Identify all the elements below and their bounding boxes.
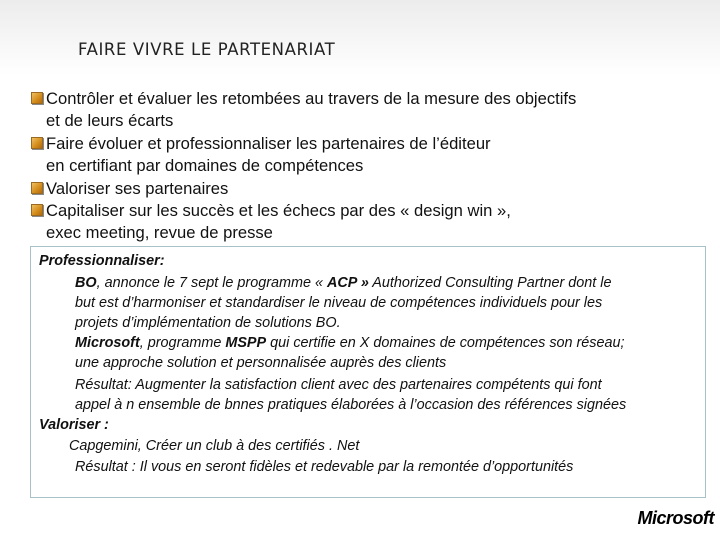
- bo-line-1: [75, 273, 612, 293]
- mspp-label: MSPP: [225, 335, 267, 351]
- heading-valoriser: Valoriser :: [39, 417, 109, 433]
- bullet-continuation: en certifiant par domaines de compétences: [46, 156, 364, 176]
- bo-label: BO: [75, 275, 97, 291]
- bo-text: , annonce le 7 sept le programme «: [96, 275, 327, 291]
- bullet-item: [30, 133, 710, 178]
- bullet-text: Valoriser ses partenaires: [46, 178, 229, 198]
- result-2-line: Résultat : Il vous en seront fidèles et redevable par la remontée d’opportunités: [75, 459, 574, 475]
- bullet-text: Capitaliser sur les succès et les échecs par des « design win »,: [46, 201, 511, 221]
- bullet-square-icon: [31, 182, 43, 194]
- acp-label: ACP »: [326, 275, 369, 291]
- ms-line-2: une approche solution et personnalisée auprès des clients: [75, 355, 447, 371]
- bullet-list: [30, 88, 710, 245]
- heading-professionnaliser: Professionnaliser:: [39, 253, 165, 269]
- result-line-2: appel à n ensemble de bnnes pratiques élaborées à l’occasion des références signées: [75, 397, 627, 413]
- bo-line-2: but est d’harmoniser et standardiser le niveau de compétences individuels pour les: [75, 295, 603, 311]
- details-box: [30, 246, 706, 498]
- ms-text: , programme: [139, 335, 226, 351]
- microsoft-logo: Microsoft: [637, 508, 714, 528]
- bullet-continuation: et de leurs écarts: [46, 111, 174, 131]
- ms-label: Microsoft: [75, 335, 140, 351]
- bullet-item: [30, 200, 710, 245]
- bullet-item: [30, 178, 710, 200]
- bo-text-2: Authorized Consulting Partner dont le: [368, 275, 612, 291]
- bullet-continuation: exec meeting, revue de presse: [46, 223, 273, 243]
- bullet-square-icon: [31, 92, 43, 104]
- capgemini-line: Capgemini, Créer un club à des certifiés . Net: [69, 438, 360, 454]
- bullet-square-icon: [31, 137, 43, 149]
- bullet-item: [30, 88, 710, 133]
- bo-line-3: projets d’implémentation de solutions BO.: [75, 315, 341, 331]
- ms-line-1: [75, 333, 625, 353]
- bullet-square-icon: [31, 204, 43, 216]
- bullet-text: Faire évoluer et professionnaliser les partenaires de l’éditeur: [46, 133, 491, 153]
- bullet-text: Contrôler et évaluer les retombées au travers de la mesure des objectifs: [46, 89, 577, 108]
- ms-text-2: qui certifie en X domaines de compétences son réseau;: [266, 335, 625, 351]
- result-line-1: Résultat: Augmenter la satisfaction client avec des partenaires compétents qui font: [75, 377, 602, 393]
- slide-title: FAIRE VIVRE LE PARTENARIAT: [78, 40, 336, 59]
